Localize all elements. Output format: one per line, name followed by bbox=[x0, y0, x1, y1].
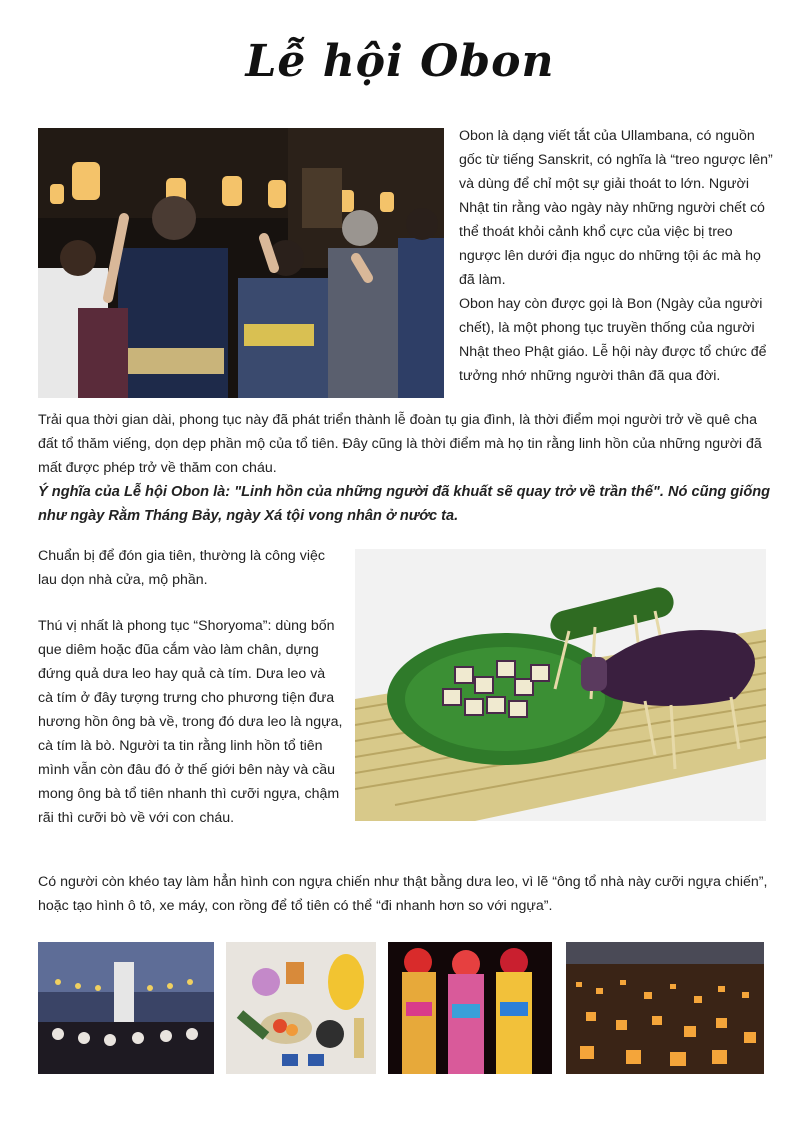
history-text bbox=[38, 408, 776, 528]
offerings-photo bbox=[226, 942, 376, 1074]
closing-text bbox=[38, 870, 776, 918]
prep-text bbox=[38, 544, 344, 830]
page-title: Lễ hội Obon bbox=[245, 36, 555, 87]
history-paragraph: Trải qua thời gian dài, phong tục này đã phát triển thành lễ đoàn tụ gia đình, là thời điểm mọi người trở về quê cha đất tổ thăm viếng, dọn dẹp phần mộ của tổ tiên. Đây cũng là thời điểm mà họ tin rằng linh hồn của những người đã mất được phép trở về thăm con cháu. bbox=[38, 412, 762, 476]
closing-paragraph: Có người còn khéo tay làm hẳn hình con ngựa chiến như thật bằng dưa leo, vì lẽ “ông tổ nhà này cưỡi ngựa chiến”, hoặc tạo hình ô tô, xe máy, con rồng để tổ tiên có thể “đi nhanh hơn so với ngựa”. bbox=[38, 874, 768, 914]
shoryoma-photo bbox=[355, 549, 766, 821]
intro-paragraph-1: Obon là dạng viết tắt của Ullambana, có nguồn gốc từ tiếng Sanskrit, có nghĩa là “treo ngược lên” và dùng để chỉ một sự giải thoát to lớn. Người Nhật tin rằng vào ngày này những người chết có thể thoát khỏi cảnh khổ cực của việc bị treo ngược lên dưới địa ngục do những tội ác mà họ đã làm. bbox=[459, 128, 773, 288]
floating-lanterns-photo bbox=[566, 942, 764, 1074]
intro-paragraph-2: Obon hay còn được gọi là Bon (Ngày của người chết), là một phong tục truyền thống của người Nhật theo Phật giáo. Lễ hội này được tổ chức để tưởng nhớ những người thân đã qua đời. bbox=[459, 296, 767, 384]
festival-square-photo bbox=[38, 942, 214, 1074]
prep-paragraph-1: Chuẩn bị để đón gia tiên, thường là công việc lau dọn nhà cửa, mộ phần. bbox=[38, 548, 325, 588]
meaning-note: Ý nghĩa của Lễ hội Obon là: "Linh hồn của những người đã khuất sẽ quay trở về trần thế". Nó cũng giống như ngày Rằm Tháng Bảy, ngày Xá tội vong nhân ở nước ta. bbox=[38, 484, 771, 524]
prep-paragraph-2: Thú vị nhất là phong tục “Shoryoma”: dùng bốn que diêm hoặc đũa cắm vào làm chân, dựng đứng quả dưa leo hay quả cà tím. Dưa leo và cà tím ở đây tượng trưng cho phương tiện đưa hương hồn ông bà về, trong đó dưa leo là ngựa, cà tím là bò. Người ta tin rằng linh hồn tổ tiên mình vẫn còn đâu đó ở thế giới bên này và cầu mong ông bà tổ tiên nhanh thì cưỡi ngựa, chậm rãi thì cưỡi bò về với con cháu. bbox=[38, 618, 343, 826]
dancers-photo bbox=[388, 942, 552, 1074]
intro-text bbox=[459, 124, 775, 388]
bon-odori-photo bbox=[38, 128, 444, 398]
